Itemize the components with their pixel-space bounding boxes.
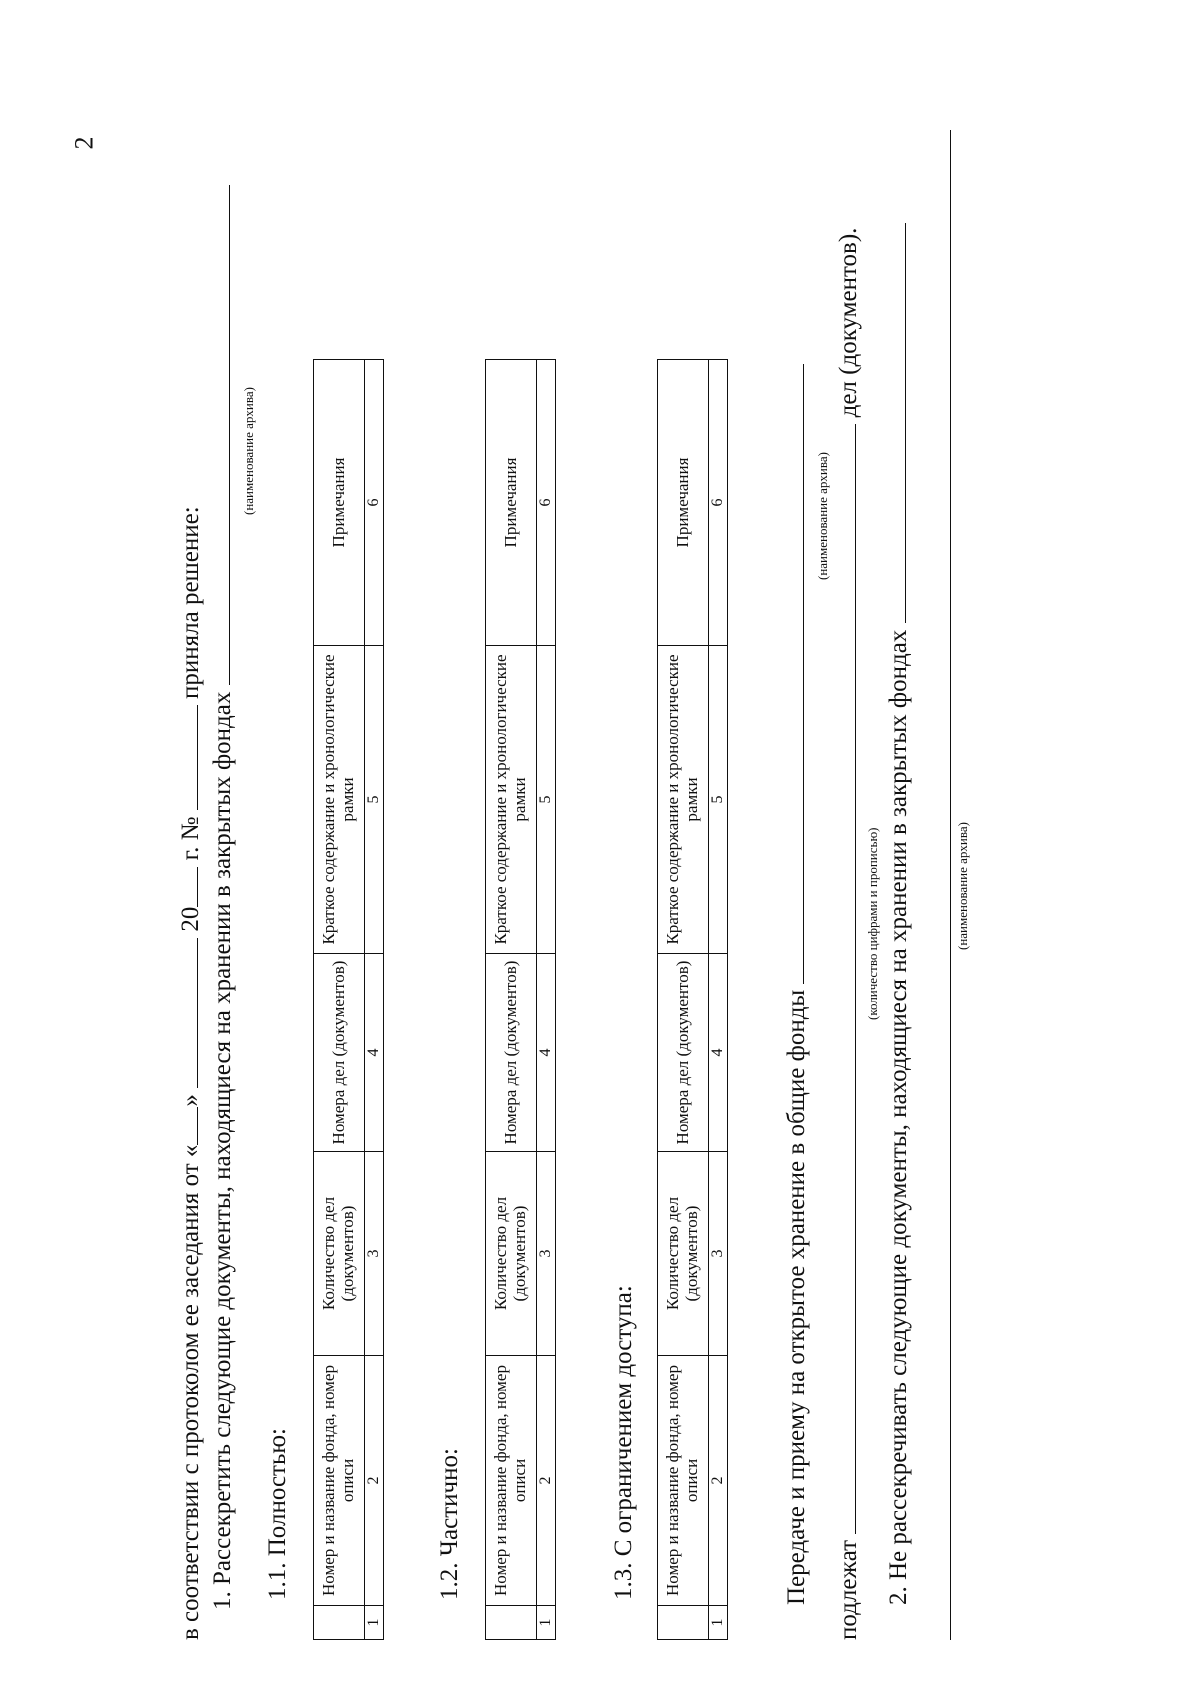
item2-text: 2. Не рассекречивать следующие документы, находящиеся на хранении в закрытых фондах: [885, 629, 912, 1605]
year-prefix: 20: [177, 906, 204, 932]
header-cell: Номера дел (документов): [486, 954, 537, 1152]
number-cell: 4: [365, 954, 384, 1152]
header-cell: Номер и название фонда, номер описи: [658, 1356, 709, 1606]
decision-text: приняла решение:: [177, 506, 204, 700]
number-label: г. №: [177, 816, 204, 861]
number-cell: 3: [709, 1152, 728, 1356]
header-cell: Номера дел (документов): [658, 954, 709, 1152]
section-3-title: 1.3. С ограничением доступа:: [610, 1285, 637, 1600]
table-header-row: [658, 360, 709, 1640]
table-number-row: [537, 360, 556, 1640]
header-cell: Количество дел (документов): [486, 1152, 537, 1356]
number-cell: 4: [709, 954, 728, 1152]
quantity-caption: (количество цифрами и прописью): [865, 827, 880, 1020]
header-cell: [314, 1606, 365, 1640]
transfer-archive-blank[interactable]: [783, 364, 804, 984]
intro-line: [177, 506, 203, 1640]
section-1-table: [313, 359, 384, 1640]
header-cell: Краткое содержание и хронологические рамки: [486, 646, 537, 954]
day-blank[interactable]: [177, 1107, 198, 1145]
number-cell: 2: [365, 1356, 384, 1606]
item2-line: [885, 223, 911, 1605]
header-cell: Краткое содержание и хронологические рамки: [314, 646, 365, 954]
number-cell: 5: [365, 646, 384, 954]
number-cell: 4: [537, 954, 556, 1152]
subject-label: подлежат: [835, 1539, 862, 1640]
header-cell: Примечания: [314, 360, 365, 646]
item2-archive-blank[interactable]: [885, 223, 906, 623]
page-number: 2: [69, 136, 99, 150]
header-cell: Номер и название фонда, номер описи: [314, 1356, 365, 1606]
header-cell: [658, 1606, 709, 1640]
item2-continuation-line[interactable]: [950, 130, 951, 1640]
item1-text: 1. Рассекретить следующие документы, находящиеся на хранении в закрытых фондах: [209, 691, 236, 1610]
quantity-blank[interactable]: [835, 424, 856, 1534]
number-cell: 6: [537, 360, 556, 646]
transfer-line: [783, 364, 809, 1605]
header-cell: Номер и название фонда, номер описи: [486, 1356, 537, 1606]
header-cell: Количество дел (документов): [658, 1152, 709, 1356]
subject-line: [835, 228, 861, 1640]
table-header-row: [486, 360, 537, 1640]
table-header-row: [314, 360, 365, 1640]
header-cell: Примечания: [486, 360, 537, 646]
number-cell: 2: [537, 1356, 556, 1606]
number-cell: 6: [365, 360, 384, 646]
transfer-archive-caption: (наименование архива): [815, 452, 830, 580]
header-cell: Номера дел (документов): [314, 954, 365, 1152]
header-cell: Краткое содержание и хронологические рамки: [658, 646, 709, 954]
number-cell: 6: [709, 360, 728, 646]
month-blank[interactable]: [177, 938, 198, 1088]
number-cell: 5: [709, 646, 728, 954]
number-cell: 1: [709, 1606, 728, 1640]
header-cell: [486, 1606, 537, 1640]
number-cell: 3: [537, 1152, 556, 1356]
number-cell: 1: [365, 1606, 384, 1640]
section-2-title: 1.2. Частично:: [436, 1448, 463, 1600]
year-blank[interactable]: [177, 867, 198, 907]
header-cell: Примечания: [658, 360, 709, 646]
number-cell: 5: [537, 646, 556, 954]
item2-caption: (наименование архива): [955, 822, 970, 950]
cases-text: дел (документов).: [835, 227, 862, 418]
table-number-row: [365, 360, 384, 1640]
item1-archive-blank[interactable]: [209, 185, 230, 685]
number-cell: 2: [709, 1356, 728, 1606]
section-2-table: [485, 359, 556, 1640]
quote-close: »: [177, 1094, 204, 1107]
item1-caption: (наименование архива): [241, 387, 256, 515]
number-cell: 1: [537, 1606, 556, 1640]
item1-line: [209, 185, 235, 1610]
document-body: [165, 40, 1165, 1640]
table-number-row: [709, 360, 728, 1640]
section-3-table: [657, 359, 728, 1640]
section-1-title: 1.1. Полностью:: [264, 1428, 291, 1600]
intro-text: в соответствии с протоколом ее заседания от «: [177, 1144, 204, 1640]
transfer-text: Передаче и приему на открытое хранение в общие фонды: [783, 989, 810, 1605]
protocol-number-blank[interactable]: [177, 705, 198, 810]
header-cell: Количество дел (документов): [314, 1152, 365, 1356]
number-cell: 3: [365, 1152, 384, 1356]
